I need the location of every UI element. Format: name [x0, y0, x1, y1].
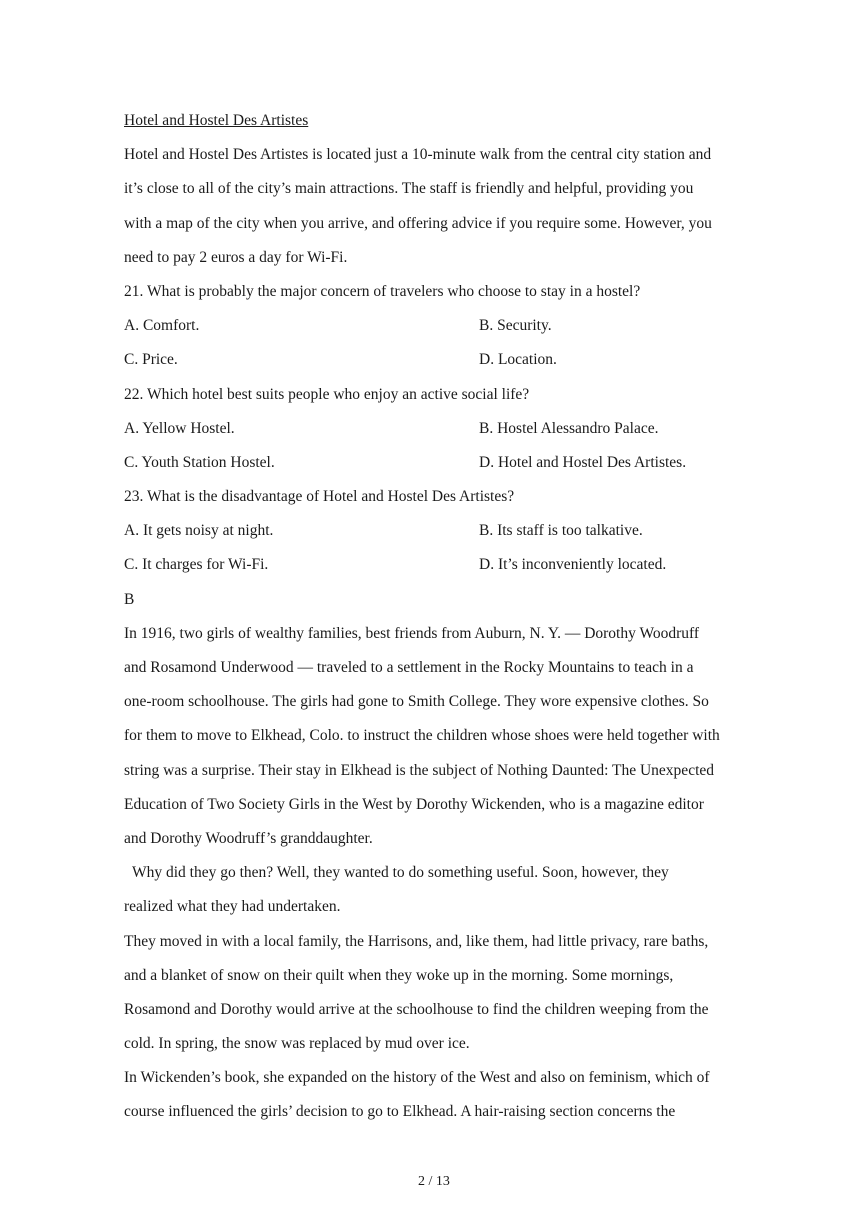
paragraph-line: Education of Two Society Girls in the West by Dorothy Wickenden, who is a magazine editor: [124, 795, 704, 813]
question-23-options-row-1: [124, 518, 744, 552]
paragraph-line: realized what they had undertaken.: [124, 898, 341, 916]
question-23-options-row-2: [124, 552, 744, 586]
question-22-options-row-1: [124, 416, 744, 450]
paragraph-line: In Wickenden’s book, she expanded on the history of the West and also on feminism, which of: [124, 1069, 710, 1087]
option-b: B. Its staff is too talkative.: [479, 522, 643, 540]
paragraph-line: Why did they go then? Well, they wanted to do something useful. Soon, however, they: [132, 864, 669, 882]
paragraph-line: and Dorothy Woodruff’s granddaughter.: [124, 829, 373, 847]
page-content: [124, 108, 744, 1134]
hotel-heading: Hotel and Hostel Des Artistes: [124, 112, 309, 129]
option-d: D. Location.: [479, 351, 557, 369]
question-22-stem: 22. Which hotel best suits people who enjoy an active social life?: [124, 385, 530, 403]
paragraph-line: In 1916, two girls of wealthy families, best friends from Auburn, N. Y. — Dorothy Woodruff: [124, 624, 700, 642]
question-22-options-row-2: [124, 450, 744, 484]
paragraph-line: They moved in with a local family, the Harrisons, and, like them, had little privacy, rare baths,: [124, 932, 709, 950]
question-21-options-row-2: [124, 347, 744, 381]
option-b: B. Security.: [479, 317, 552, 335]
paragraph-line: with a map of the city when you arrive, and offering advice if you require some. However, you: [124, 214, 712, 232]
paragraph-line: need to pay 2 euros a day for Wi-Fi.: [124, 248, 348, 266]
passage-b-label: B: [124, 590, 135, 608]
paragraph-line: one-room schoolhouse. The girls had gone to Smith College. They wore expensive clothes. So: [124, 693, 709, 711]
paragraph-line: Hotel and Hostel Des Artistes is located just a 10-minute walk from the central city station and: [124, 146, 712, 164]
option-a: A. Comfort.: [124, 317, 200, 335]
question-23-stem: 23. What is the disadvantage of Hotel and Hostel Des Artistes?: [124, 488, 515, 506]
option-a: A. Yellow Hostel.: [124, 419, 235, 437]
paragraph-line: and Rosamond Underwood — traveled to a settlement in the Rocky Mountains to teach in a: [124, 659, 694, 676]
option-c: C. It charges for Wi-Fi.: [124, 556, 269, 574]
option-b: B. Hostel Alessandro Palace.: [479, 419, 659, 437]
option-c: C. Price.: [124, 351, 178, 369]
paragraph-line: cold. In spring, the snow was replaced by mud over ice.: [124, 1035, 470, 1053]
paragraph-line: string was a surprise. Their stay in Elkhead is the subject of Nothing Daunted: The Unexpected: [124, 761, 715, 779]
option-a: A. It gets noisy at night.: [124, 522, 274, 540]
option-c: C. Youth Station Hostel.: [124, 453, 275, 471]
page-number: 2 / 13: [418, 1174, 450, 1189]
question-21-stem: 21. What is probably the major concern of travelers who choose to stay in a hostel?: [124, 282, 641, 300]
option-d: D. It’s inconveniently located.: [479, 556, 667, 574]
paragraph-line: course influenced the girls’ decision to go to Elkhead. A hair-raising section concerns the: [124, 1103, 676, 1121]
paragraph-line: Rosamond and Dorothy would arrive at the schoolhouse to find the children weeping from the: [124, 1000, 709, 1018]
paragraph-line: and a blanket of snow on their quilt when they woke up in the morning. Some mornings,: [124, 966, 674, 984]
option-d: D. Hotel and Hostel Des Artistes.: [479, 453, 687, 471]
question-21-options-row-1: [124, 313, 744, 347]
paragraph-line: for them to move to Elkhead, Colo. to instruct the children whose shoes were held together with: [124, 727, 720, 745]
paragraph-line: it’s close to all of the city’s main attractions. The staff is friendly and helpful, providing you: [124, 180, 694, 198]
